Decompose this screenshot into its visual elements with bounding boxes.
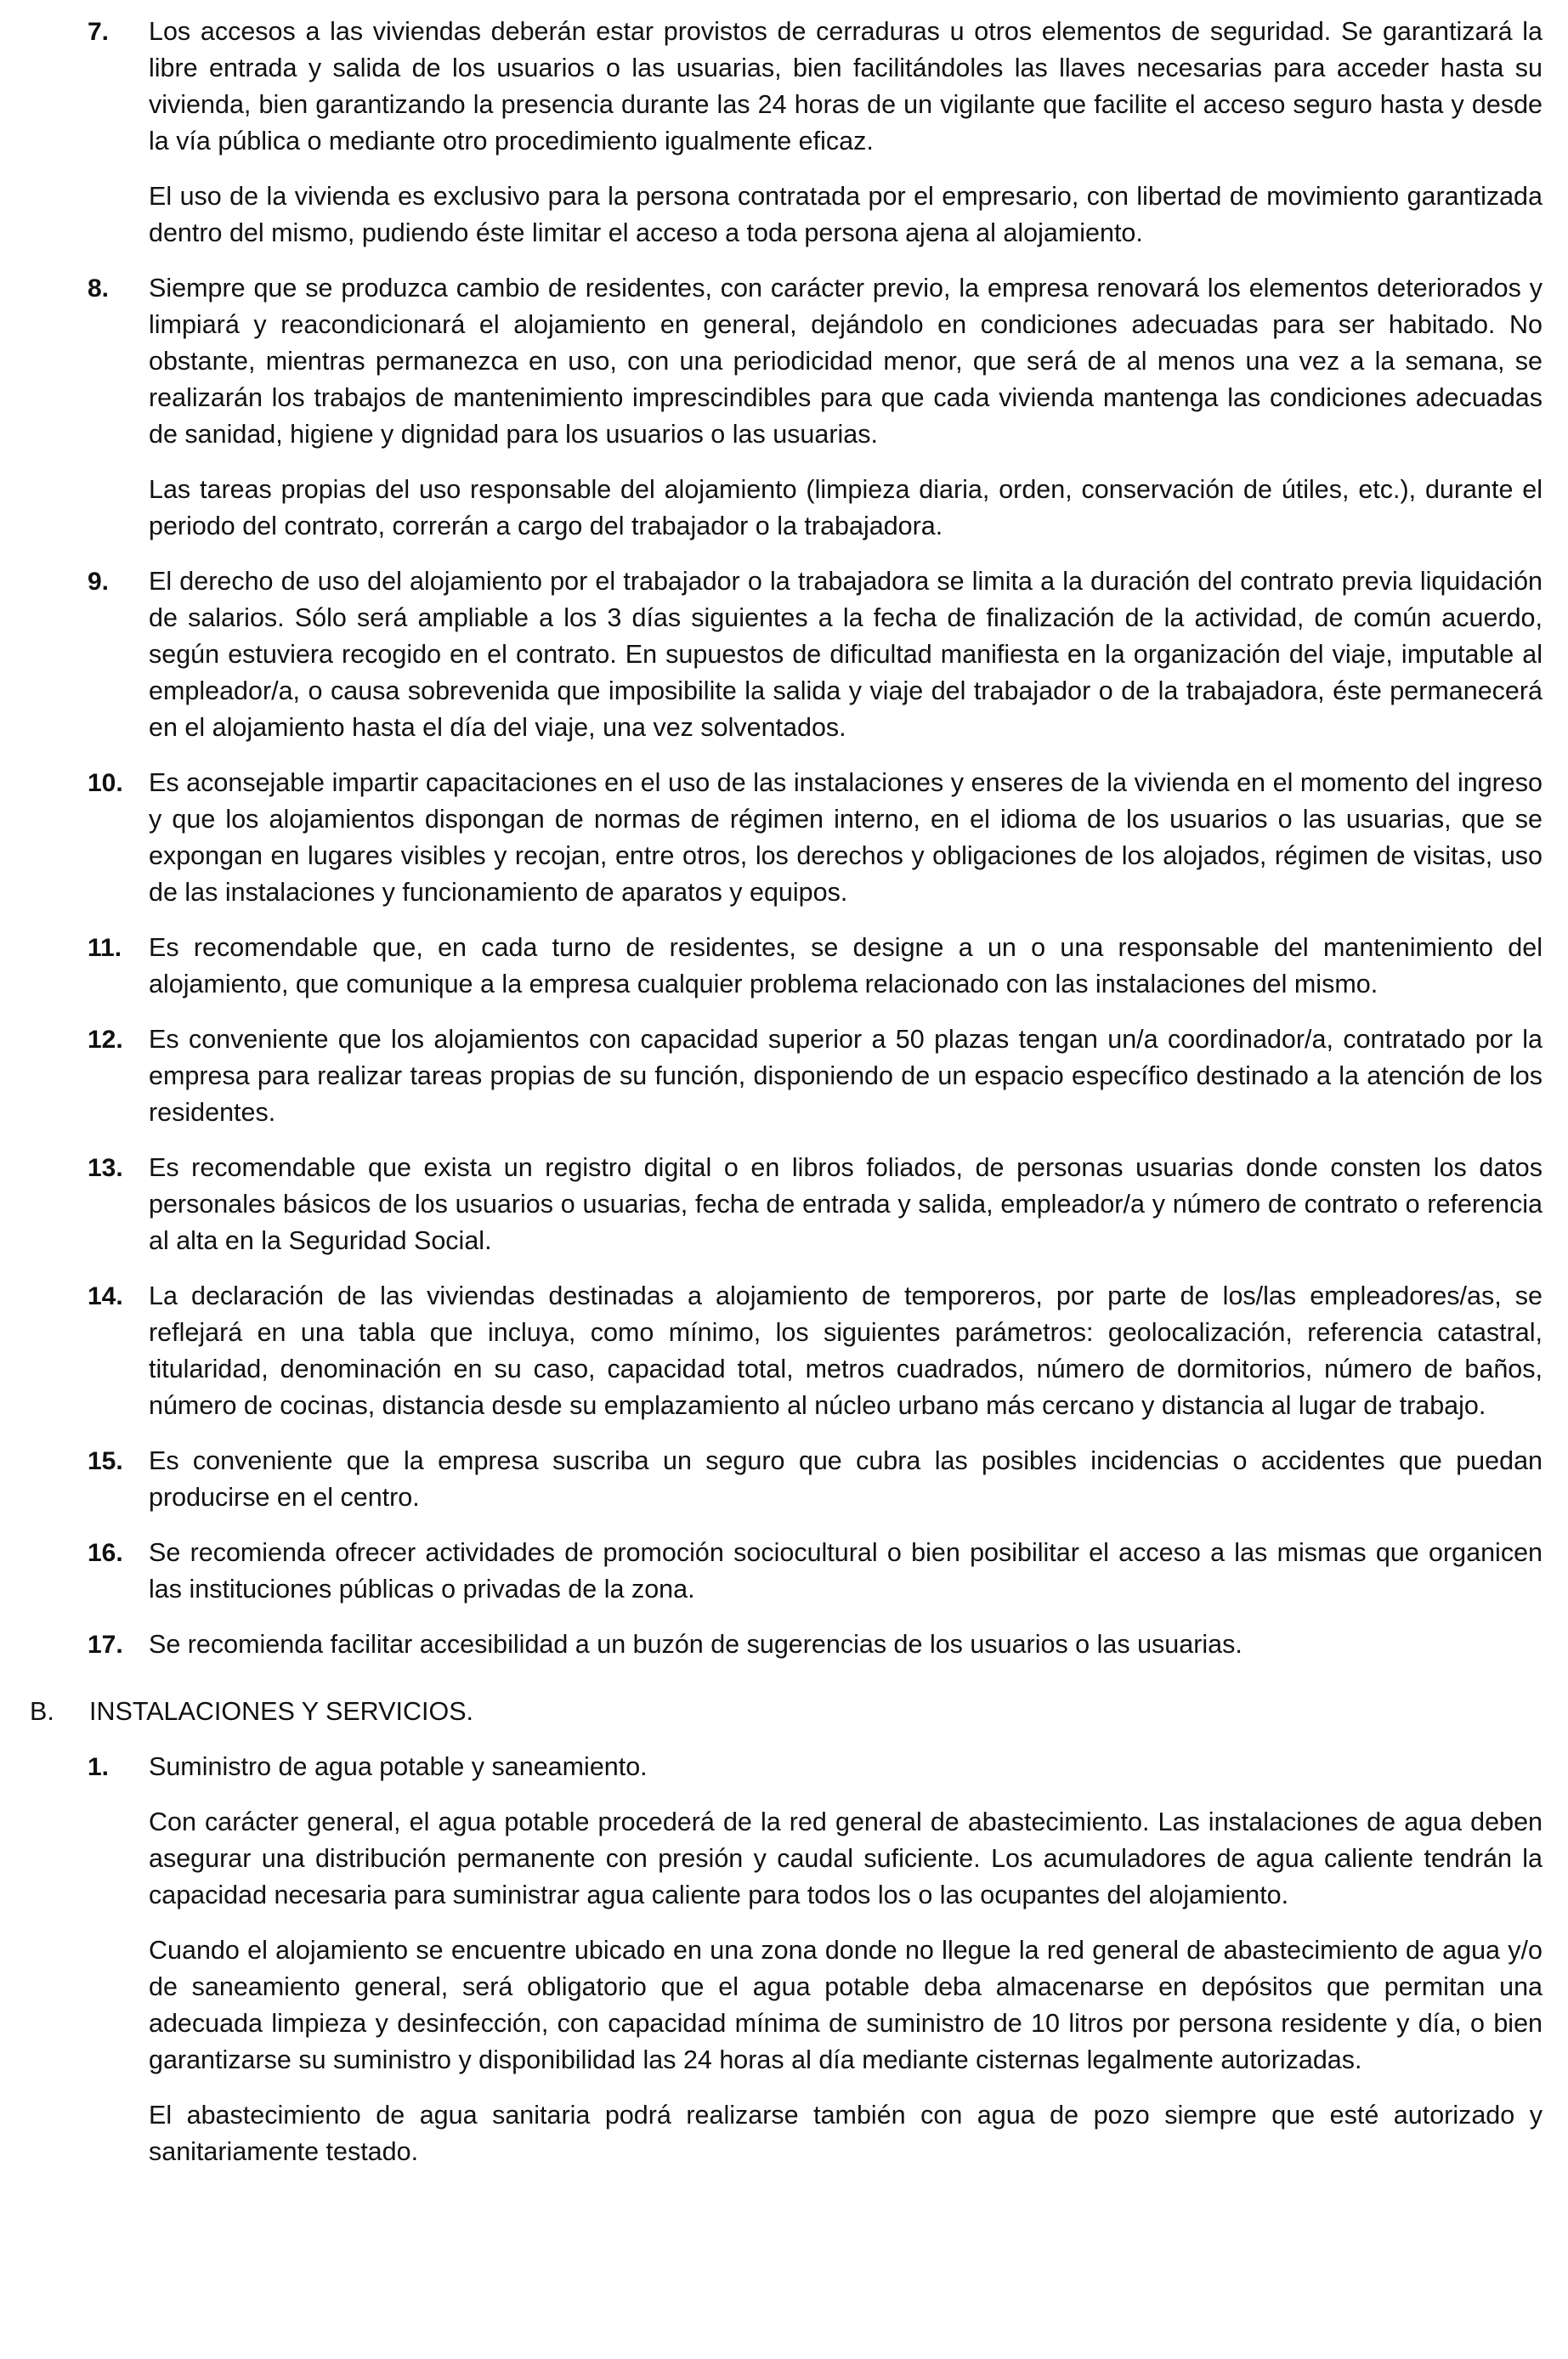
list-item — [88, 1749, 1543, 2170]
item-number: 17. — [88, 1631, 123, 1659]
list-item — [88, 563, 1543, 746]
item-paragraph: El derecho de uso del alojamiento por el trabajador o la trabajadora se limita a la duración del contrato previa liquidación de salarios. Sólo será ampliable a los 3 días siguientes a la fecha de finalización de la actividad, de común acuerdo, según estuviera recogido en el contrato. En supuestos de dificultad manifiesta en la organización del viaje, imputable al empleador/a, o causa sobrevenida que imposibilite la salida y viaje del trabajador o de la trabajadora, éste permanecerá en el alojamiento hasta el día del viaje, una vez solventados. — [149, 567, 1543, 742]
item-number: 12. — [88, 1026, 123, 1054]
item-paragraph: Es conveniente que los alojamientos con capacidad superior a 50 plazas tengan un/a coordinador/a, contratado por la empresa para realizar tareas propias de su función, disponiendo de un espacio específico destinado a la atención de los residentes. — [149, 1025, 1543, 1127]
item-number: 16. — [88, 1539, 123, 1567]
item-paragraph: Es conveniente que la empresa suscriba un seguro que cubra las posibles incidencias o accidentes que puedan producirse en el centro. — [149, 1446, 1543, 1512]
list-item — [88, 1535, 1543, 1608]
item-number: 15. — [88, 1447, 123, 1475]
list-item — [88, 1278, 1543, 1424]
item-paragraph: Es recomendable que, en cada turno de residentes, se designe a un o una responsable del mantenimiento del alojamiento, que comunique a la empresa cualquier problema relacionado con las instalaciones del mismo. — [149, 933, 1543, 998]
section-heading — [30, 1694, 1568, 1730]
list-item — [88, 1443, 1543, 1516]
list-item — [88, 270, 1543, 545]
item-paragraph: Es aconsejable impartir capacitaciones en el uso de las instalaciones y enseres de la vivienda en el momento del ingreso y que los alojamientos dispongan de normas de régimen interno, en el idioma de los usuarios o las usuarias, que se expongan en lugares visibles y recojan, entre otros, los derechos y obligaciones de los alojados, régimen de visitas, uso de las instalaciones y funcionamiento de aparatos y equipos. — [149, 768, 1543, 907]
item-number: 7. — [88, 18, 110, 46]
item-paragraph: Siempre que se produzca cambio de residentes, con carácter previo, la empresa renovará los elementos deteriorados y limpiará y reacondicionará el alojamiento en general, dejándolo en condiciones adecuadas para ser habitado. No obstante, mientras permanezca en uso, con una periodicidad menor, que será de al menos una vez a la semana, se realizarán los trabajos de mantenimiento imprescindibles para que cada vivienda mantenga las condiciones adecuadas de sanidad, higiene y dignidad para los usuarios o las usuarias. — [149, 274, 1543, 449]
list-item — [88, 765, 1543, 911]
list-item — [88, 1626, 1543, 1663]
item-paragraph: El abastecimiento de agua sanitaria podrá realizarse también con agua de pozo siempre que esté autorizado y sanitariamente testado. — [149, 2101, 1543, 2166]
item-number: 11. — [88, 934, 122, 962]
item-paragraph: La declaración de las viviendas destinadas a alojamiento de temporeros, por parte de los/las empleadores/as, se reflejará en una tabla que incluya, como mínimo, los siguientes parámetros: geolocalización, referencia catastral, titularidad, denominación en su caso, capacidad total, metros cuadrados, número de dormitorios, número de baños, número de cocinas, distancia desde su emplazamiento al núcleo urbano más cercano y distancia al lugar de trabajo. — [149, 1281, 1543, 1420]
item-number: 10. — [88, 769, 123, 797]
item-paragraph: Se recomienda ofrecer actividades de promoción sociocultural o bien posibilitar el acceso a las mismas que organicen las instituciones públicas o privadas de la zona. — [149, 1538, 1543, 1604]
item-paragraph: Se recomienda facilitar accesibilidad a un buzón de sugerencias de los usuarios o las usuarias. — [149, 1630, 1243, 1659]
item-paragraph: Los accesos a las viviendas deberán estar provistos de cerraduras u otros elementos de seguridad. Se garantizará la libre entrada y salida de los usuarios o las usuarias, bien facilitándoles las llaves necesarias para acceder hasta su vivienda, bien garantizando la presencia durante las 24 horas de un vigilante que facilite el acceso seguro hasta y desde la vía pública o mediante otro procedimiento igualmente eficaz. — [149, 17, 1543, 156]
item-number: 13. — [88, 1154, 123, 1182]
item-paragraph: Cuando el alojamiento se encuentre ubicado en una zona donde no llegue la red general de abastecimiento de agua y/o de saneamiento general, será obligatorio que el agua potable deba almacenarse en depósitos que permitan una adecuada limpieza y desinfección, con capacidad mínima de suministro de 10 litros por persona residente y día, o bien garantizarse su suministro y disponibilidad las 24 horas al día mediante cisternas legalmente autorizadas. — [149, 1936, 1543, 2074]
item-paragraph: Con carácter general, el agua potable procederá de la red general de abastecimiento. Las instalaciones de agua deben asegurar una distribución permanente con presión y caudal suficiente. Los acumuladores de agua caliente tendrán la capacidad necesaria para suministrar agua caliente para todos los o las ocupantes del alojamiento. — [149, 1807, 1543, 1909]
list-item — [88, 14, 1543, 252]
list-item — [88, 1150, 1543, 1259]
item-paragraph: Las tareas propias del uso responsable del alojamiento (limpieza diaria, orden, conservación de útiles, etc.), durante el periodo del contrato, correrán a cargo del trabajador o la trabajadora. — [149, 475, 1543, 540]
item-number: 14. — [88, 1282, 123, 1310]
item-paragraph: Suministro de agua potable y saneamiento. — [149, 1752, 648, 1781]
section-title: INSTALACIONES Y SERVICIOS. — [89, 1697, 474, 1726]
list-item — [88, 930, 1543, 1003]
list-item — [88, 1021, 1543, 1131]
item-paragraph: El uso de la vivienda es exclusivo para la persona contratada por el empresario, con libertad de movimiento garantizada dentro del mismo, pudiendo éste limitar el acceso a toda persona ajena al alojamiento. — [149, 182, 1543, 247]
item-paragraph: Es recomendable que exista un registro digital o en libros foliados, de personas usuarias donde consten los datos personales básicos de los usuarios o usuarias, fecha de entrada y salida, empleador/a y número de contrato o referencia al alta en la Seguridad Social. — [149, 1153, 1543, 1255]
item-number: 1. — [88, 1753, 110, 1781]
section-letter: B. — [30, 1697, 54, 1726]
document-content — [0, 14, 1568, 2170]
item-number: 8. — [88, 274, 110, 303]
item-number: 9. — [88, 568, 110, 596]
